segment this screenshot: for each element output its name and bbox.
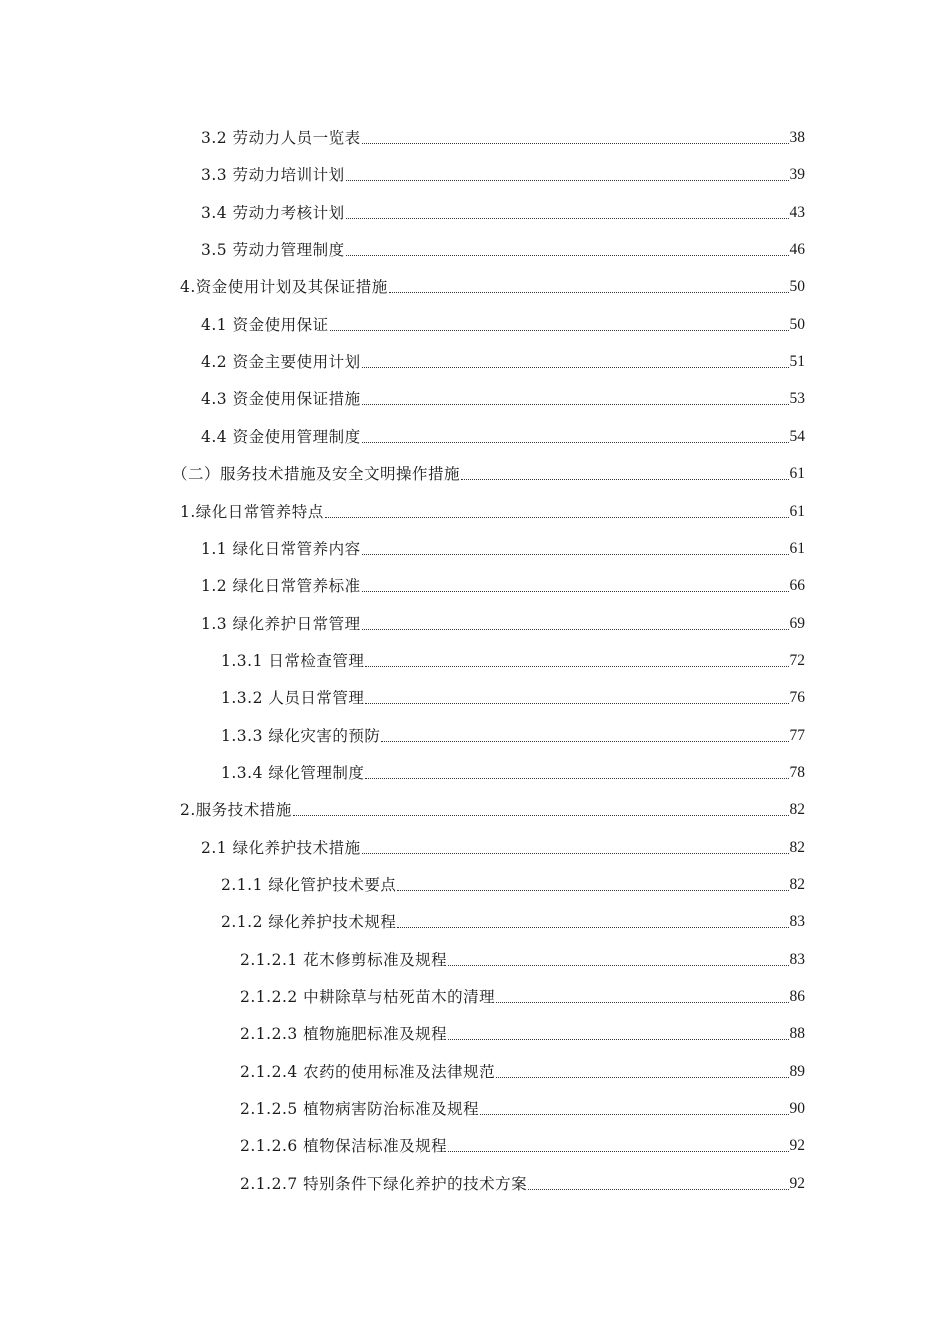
toc-entry-title: 2.1.1 绿化管护技术要点 <box>221 876 397 894</box>
toc-dot-leader <box>528 1188 788 1190</box>
toc-entry-page-number: 86 <box>789 988 805 1006</box>
toc-entry[interactable] <box>240 940 805 970</box>
toc-entry-title: 1.2 绿化日常管养标准 <box>201 577 361 596</box>
toc-dot-leader <box>362 852 789 854</box>
toc-entry-title: 1.绿化日常管养特点 <box>180 502 324 521</box>
toc-entry[interactable] <box>180 790 805 820</box>
toc-entry[interactable] <box>201 155 805 185</box>
toc-entry-title: 1.3.1 日常检查管理 <box>221 651 365 670</box>
toc-dot-leader <box>496 1076 788 1078</box>
toc-entry-page-number: 61 <box>789 539 805 557</box>
toc-entry[interactable] <box>201 828 805 858</box>
toc-entry[interactable] <box>180 267 805 297</box>
toc-dot-leader <box>325 516 789 518</box>
toc-entry-page-number: 77 <box>789 726 805 744</box>
toc-entry[interactable] <box>221 641 805 671</box>
toc-entry[interactable] <box>221 678 805 708</box>
toc-entry-title: 3.5 劳动力管理制度 <box>201 241 345 260</box>
toc-entry[interactable] <box>180 492 805 522</box>
toc-entry-page-number: 83 <box>789 950 805 968</box>
toc-entry[interactable] <box>240 1052 805 1082</box>
toc-entry-title: 2.1.2.6 植物保洁标准及规程 <box>240 1137 448 1156</box>
toc-dot-leader <box>293 814 789 816</box>
toc-dot-leader <box>362 441 789 443</box>
toc-entry-page-number: 92 <box>789 1174 805 1192</box>
toc-entry[interactable] <box>201 604 805 634</box>
toc-entry[interactable] <box>201 193 805 223</box>
toc-entry-title: 2.1.2.2 中耕除草与枯死苗木的清理 <box>240 988 496 1007</box>
toc-entry-title: 3.3 劳动力培训计划 <box>201 166 345 185</box>
toc-entry[interactable] <box>221 753 805 783</box>
toc-entry-page-number: 39 <box>789 166 805 184</box>
toc-entry[interactable] <box>240 1014 805 1044</box>
toc-entry-title: 2.1.2.5 植物病害防治标准及规程 <box>240 1100 480 1119</box>
toc-entry-page-number: 88 <box>789 1025 805 1043</box>
toc-entry[interactable] <box>240 1089 805 1119</box>
toc-entry-page-number: 90 <box>789 1100 805 1118</box>
toc-entry-title: 2.服务技术措施 <box>180 801 292 820</box>
toc-entry-page-number: 46 <box>789 241 805 259</box>
toc-dot-leader <box>362 403 789 405</box>
toc-entry-title: 1.3.2 人员日常管理 <box>221 689 365 708</box>
toc-entry-title: 2.1.2.7 特别条件下绿化养护的技术方案 <box>240 1174 528 1193</box>
toc-entry-title: 3.2 劳动力人员一览表 <box>201 129 361 147</box>
toc-entry-title: 4.2 资金主要使用计划 <box>201 353 361 372</box>
toc-dot-leader <box>362 366 789 368</box>
toc-dot-leader <box>362 628 789 630</box>
toc-entry-title: 2.1.2.4 农药的使用标准及法律规范 <box>240 1062 496 1081</box>
toc-entry[interactable] <box>201 230 805 260</box>
toc-entry-page-number: 51 <box>789 353 805 371</box>
toc-entry-title: 4.4 资金使用管理制度 <box>201 427 361 446</box>
toc-dot-leader <box>397 889 788 891</box>
toc-entry-title: 4.3 资金使用保证措施 <box>201 390 361 409</box>
toc-entry-title: 3.4 劳动力考核计划 <box>201 203 345 222</box>
toc-entry-title: （二）服务技术措施及安全文明操作措施 <box>172 465 461 484</box>
toc-entry-title: 2.1.2.3 植物施肥标准及规程 <box>240 1025 448 1044</box>
toc-entry-title: 2.1.2 绿化养护技术规程 <box>221 913 397 932</box>
toc-dot-leader <box>330 329 789 331</box>
toc-dot-leader <box>365 777 788 779</box>
toc-entry[interactable] <box>221 902 805 932</box>
toc-entry-page-number: 66 <box>789 577 805 595</box>
toc-entry-page-number: 54 <box>789 427 805 445</box>
toc-entry[interactable] <box>201 417 805 447</box>
toc-dot-leader <box>381 740 788 742</box>
toc-dot-leader <box>346 254 789 256</box>
toc-entry-title: 1.3 绿化养护日常管理 <box>201 614 361 633</box>
toc-entry-title: 1.3.4 绿化管理制度 <box>221 763 365 782</box>
toc-entry[interactable] <box>172 454 805 484</box>
toc-entry-page-number: 76 <box>789 689 805 707</box>
toc-dot-leader <box>496 1001 788 1003</box>
toc-entry-page-number: 78 <box>789 763 805 781</box>
toc-entry-page-number: 82 <box>789 876 805 893</box>
toc-dot-leader <box>346 179 789 181</box>
toc-entry-page-number: 72 <box>789 651 805 669</box>
toc-dot-leader <box>365 665 788 667</box>
toc-entry-page-number: 92 <box>789 1137 805 1155</box>
toc-entry-page-number: 53 <box>789 390 805 408</box>
toc-entry[interactable] <box>201 342 805 372</box>
toc-dot-leader <box>448 964 788 966</box>
toc-dot-leader <box>389 291 789 293</box>
toc-dot-leader <box>365 702 788 704</box>
toc-entry-title: 4.资金使用计划及其保证措施 <box>180 278 388 297</box>
toc-entry-page-number: 69 <box>789 614 805 632</box>
toc-entry[interactable] <box>201 379 805 409</box>
toc-entry[interactable] <box>221 865 805 895</box>
toc-entry-page-number: 50 <box>789 315 805 333</box>
toc-entry[interactable] <box>201 566 805 596</box>
toc-dot-leader <box>346 217 789 219</box>
toc-entry-page-number: 61 <box>789 465 805 483</box>
toc-entry[interactable] <box>201 529 805 559</box>
toc-entry[interactable] <box>201 118 805 148</box>
toc-dot-leader <box>448 1150 788 1152</box>
toc-entry-title: 2.1 绿化养护技术措施 <box>201 838 361 857</box>
toc-entry-page-number: 82 <box>789 801 805 819</box>
toc-entry[interactable] <box>240 977 805 1007</box>
toc-entry-page-number: 43 <box>789 203 805 221</box>
toc-entry[interactable] <box>240 1126 805 1156</box>
toc-dot-leader <box>448 1038 788 1040</box>
toc-entry-title: 1.3.3 绿化灾害的预防 <box>221 726 381 745</box>
toc-entry-page-number: 50 <box>789 278 805 296</box>
toc-dot-leader <box>480 1113 788 1115</box>
toc-dot-leader <box>461 478 788 480</box>
toc-entry-page-number: 82 <box>789 838 805 856</box>
toc-dot-leader <box>362 590 789 592</box>
toc-entry-page-number: 38 <box>789 129 805 146</box>
toc-entry-title: 2.1.2.1 花木修剪标准及规程 <box>240 950 448 969</box>
toc-entry-page-number: 83 <box>789 913 805 931</box>
toc-entry-title: 1.1 绿化日常管养内容 <box>201 539 361 558</box>
toc-dot-leader <box>397 926 788 928</box>
toc-entry[interactable] <box>240 1164 805 1194</box>
toc-entry[interactable] <box>201 305 805 335</box>
toc-dot-leader <box>362 553 789 555</box>
toc-dot-leader <box>362 142 789 144</box>
toc-entry-page-number: 89 <box>789 1062 805 1080</box>
toc-entry-title: 4.1 资金使用保证 <box>201 315 329 334</box>
toc-entry-page-number: 61 <box>789 502 805 520</box>
toc-entry[interactable] <box>221 716 805 746</box>
